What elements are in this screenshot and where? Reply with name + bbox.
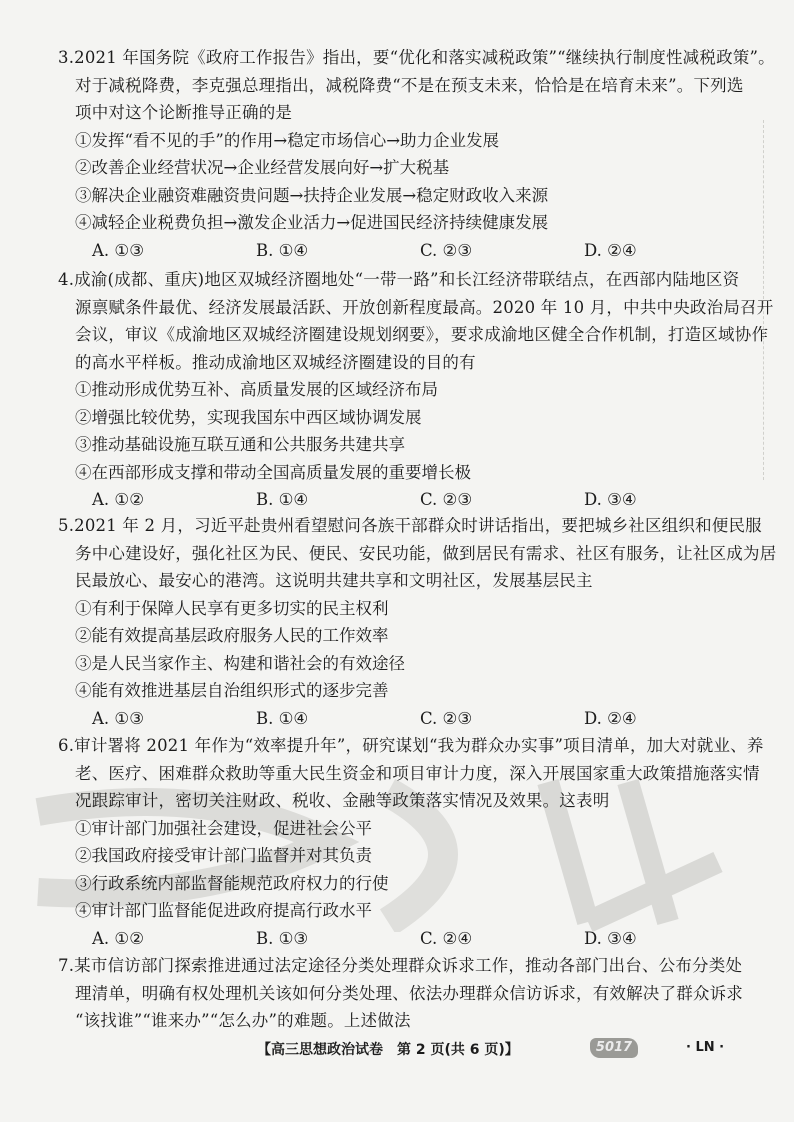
question-stem-line: 民最放心、最安心的港湾。这说明共建共享和文明社区，发展基层民主 [75,571,593,590]
choice-c[interactable]: C. ②③ [420,708,473,728]
question-stem-line: 7.某市信访部门探索推进通过法定途径分类处理群众诉求工作，推动各部门出台、公布分类处 [58,956,743,975]
question-stem-line: 老、医疗、困难群众救助等重大民生资金和项目审计力度，深入开展国家重大政策措施落实情 [75,763,760,783]
question-6 [58,732,764,952]
question-stem-line: 务中心建设好，强化社区为民、便民、安民功能，做到居民有需求、社区有服务，让社区成为居 [75,543,777,563]
question-5 [58,512,777,732]
statement-option: ②能有效提高基层政府服务人民的工作效率 [75,626,389,645]
choice-d[interactable]: D. ②④ [584,708,637,728]
question-7 [58,952,758,1035]
question-3 [58,44,775,264]
statement-option: ④审计部门监督能促进政府提高行政水平 [75,901,372,920]
exam-code-badge: 5017 [590,1038,638,1058]
statement-option: ③行政系统内部监督能规范政府权力的行使 [75,873,389,893]
region-mark: · LN · [686,1040,725,1055]
question-stem-line: 6.审计署将 2021 年作为“效率提升年”，研究谋划“我为群众办实事”项目清单，加大对就业、养 [58,736,764,755]
question-stem-line: 4.成渝(成都、重庆)地区双城经济圈地处“一带一路”和长江经济带联结点，在西部内陆地区资 [58,270,740,289]
question-stem-line: 项中对这个论断推导正确的是 [75,103,293,122]
statement-option: ①发挥“看不见的手”的作用→稳定市场信心→助力企业发展 [75,130,500,150]
question-stem-line: 况跟踪审计，密切关注财政、税收、金融等政策落实情况及效果。这表明 [75,791,610,810]
statement-option: ②我国政府接受审计部门监督并对其负责 [75,846,372,865]
statement-option: ④在西部形成支撑和带动全国高质量发展的重要增长极 [75,462,471,482]
statement-option: ①推动形成优势互补、高质量发展的区域经济布局 [75,380,438,399]
statement-option: ④能有效推进基层自治组织形式的逐步完善 [75,681,389,700]
question-stem-line: 的高水平样板。推动成渝地区双城经济圈建设的目的有 [75,352,476,372]
choice-a[interactable]: A. ①③ [92,708,144,728]
answer-choices [58,486,758,513]
statement-option: ②增强比较优势，实现我国东中西区域协调发展 [75,407,422,427]
choice-a[interactable]: A. ①③ [92,240,144,260]
question-stem-line: 对于减税降费，李克强总理指出，减税降费“不是在预支未来，恰恰是在培育未来”。下列选 [75,75,744,95]
statement-option: ③推动基础设施互联互通和公共服务共建共享 [75,435,405,454]
answer-choices [58,705,758,732]
choice-d[interactable]: D. ③④ [584,490,637,509]
page-footer [0,1037,794,1063]
footer-title: 【高三思想政治试卷 第 2 页(共 6 页)】 [257,1042,519,1058]
choice-c[interactable]: C. ②③ [420,490,473,509]
question-stem-line: 5.2021 年 2 月，习近平赴贵州看望慰问各族干部群众时讲话指出，要把城乡社区组织和便民服 [58,516,762,535]
statement-option: ①审计部门加强社会建设，促进社会公平 [75,818,372,838]
question-stem-line: 会议，审议《成渝地区双城经济圈建设规划纲要》，要求成渝地区健全合作机制，打造区域协作 [75,325,769,344]
statement-option: ②改善企业经营状况→企业经营发展向好→扩大税基 [75,158,450,177]
question-4 [58,266,774,513]
choice-b[interactable]: B. ①④ [256,490,309,509]
choice-b[interactable]: B. ①④ [256,708,309,728]
question-stem-line: “该找谁”“谁来办”“怎么办”的难题。上述做法 [75,1011,411,1030]
choice-b[interactable]: B. ①④ [256,240,309,260]
answer-choices [58,925,758,952]
question-stem-line: 3.2021 年国务院《政府工作报告》指出，要“优化和落实减税政策”“继续执行制度性减税政策”。 [58,48,775,67]
question-stem-line: 理清单，明确有权处理机关该如何分类处理、依法办理群众信访诉求，有效解决了群众诉求 [75,983,743,1003]
answer-choices [58,237,758,264]
statement-option: ③解决企业融资难融资贵问题→扶持企业发展→稳定财政收入来源 [75,185,549,205]
choice-a[interactable]: A. ①② [92,928,144,948]
statement-option: ③是人民当家作主、构建和谐社会的有效途径 [75,653,405,673]
choice-b[interactable]: B. ①③ [256,928,309,948]
statement-option: ①有利于保障人民享有更多切实的民主权利 [75,598,389,618]
choice-d[interactable]: D. ②④ [584,240,637,260]
choice-d[interactable]: D. ③④ [584,928,637,948]
question-stem-line: 源禀赋条件最优、经济发展最活跃、开放创新程度最高。2020 年 10 月，中共中央政治局召开 [75,297,774,317]
choice-c[interactable]: C. ②④ [420,928,473,948]
choice-c[interactable]: C. ②③ [420,240,473,260]
statement-option: ④减轻企业税费负担→激发企业活力→促进国民经济持续健康发展 [75,213,549,232]
choice-a[interactable]: A. ①② [92,490,144,509]
